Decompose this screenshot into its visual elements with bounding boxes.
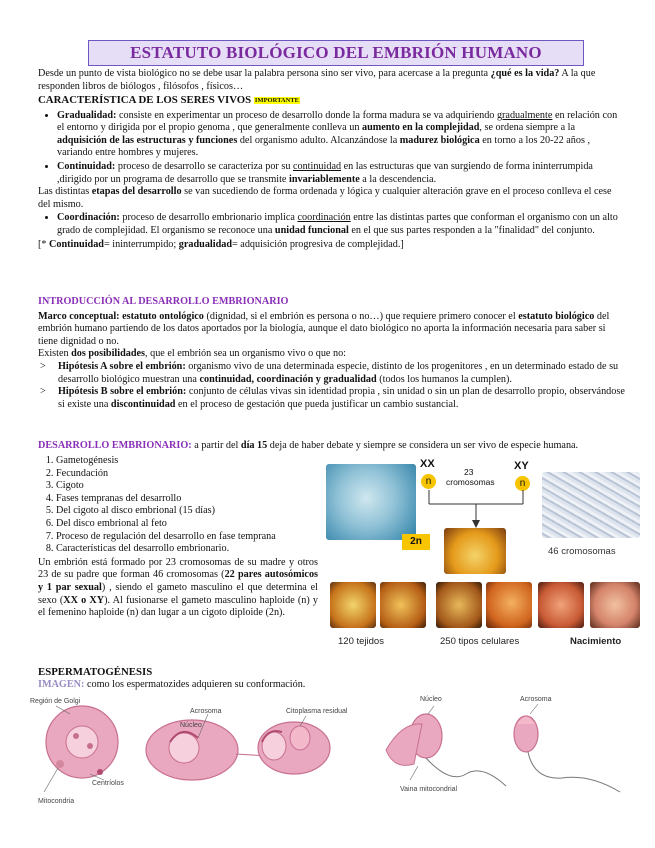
embryo-stage-2 xyxy=(380,582,426,628)
embryo-stage-1 xyxy=(330,582,376,628)
diploid-2n-label: 2n xyxy=(402,534,430,550)
espermatogenesis-heading: ESPERMATOGÉNESIS xyxy=(38,666,153,678)
step-item: 6. Del disco embrional al feto xyxy=(56,518,318,531)
title-box xyxy=(88,40,584,66)
page-title: ESTATUTO BIOLÓGICO DEL EMBRIÓN HUMANO xyxy=(130,42,542,62)
haploid-n-right: n xyxy=(515,476,530,491)
continuidad-item: • Continuidad: proceso de desarrollo se caracteriza por su continuidad en las estructuras que van surgiendo de forma ininterrumpida ,dirigido por un programa de desarrollo que se transmite invariablemente a la descendencia. xyxy=(57,161,626,186)
hipotesis-b-item: > Hipótesis B sobre el embrión: conjunto de células vivas sin identidad propia , sin unidad o sin un plan de desarrollo propio, observándose si existe una discontinuidad en el proceso de gestación que pueda justificar un cambio sustancial. xyxy=(38,386,626,411)
caracteristicas-section xyxy=(38,94,626,251)
cromosomas-label: cromosomas xyxy=(446,477,495,487)
step-item: 4. Fases tempranas del desarrollo xyxy=(56,493,318,506)
mitocondria-label: Mitocondria xyxy=(38,798,75,805)
step-item: 5. Del cigoto al disco embrional (15 días) xyxy=(56,505,318,518)
step-item: 1. Gametogénesis xyxy=(56,455,318,468)
embryo-stage-5 xyxy=(538,582,584,628)
fertilization-image xyxy=(444,528,506,574)
introduccion-section xyxy=(38,296,626,411)
acrosoma-2-label: Acrosoma xyxy=(520,696,552,703)
xx-label: XX xyxy=(420,458,435,470)
existen-paragraph: Existen dos posibilidades, que el embrión sea un organismo vivo o que no: xyxy=(38,348,346,360)
embryo-stage-4 xyxy=(486,582,532,628)
cromosomas-46-label: 46 cromosomas xyxy=(548,546,616,557)
fusion-lines xyxy=(422,490,542,530)
haploid-n-left: n xyxy=(421,474,436,489)
importante-badge: IMPORTANTE xyxy=(254,97,299,104)
count-23-label: 23 xyxy=(464,467,474,477)
desarrollo-heading: DESARROLLO EMBRIONARIO: xyxy=(38,440,192,451)
marco-paragraph: Marco conceptual: estatuto ontológico (dignidad, si el embrión es persona o no…) que requiere primero conocer el estatuto biológico del embrión humano partiendo de los datos aportados por la biología, aunque el dato biológico no aporta la información necesaria para saber si tiene dignidad o no. xyxy=(38,310,610,347)
introduccion-heading: INTRODUCCIÓN AL DESARROLLO EMBRIONARIO xyxy=(38,296,289,307)
golgi-label: Región de Golgi xyxy=(30,698,81,705)
vaina-label: Vaina mitocondrial xyxy=(400,786,458,793)
coordinacion-item: • Coordinación: proceso de desarrollo embrionario implica coordinación entre las distintas partes que conforman el organismo con un alto grado de complejidad. El organismo se reconoce una unidad funcional en el que sus partes responden a la "finalidad" del conjunto. xyxy=(57,212,626,237)
imagen-label: IMAGEN: xyxy=(38,678,85,690)
karyotype-image xyxy=(542,472,640,538)
embryo-stage-3 xyxy=(436,582,482,628)
definitions-note: [* Continuidad= ininterrumpido; gradualidad= adquisición progresiva de complejidad.] xyxy=(38,238,404,250)
intro-paragraph: Desde un punto de vista biológico no se debe usar la palabra persona sino ser vivo, para acercase a la pregunta ¿qué es la vida? A la que responden libros de biólogos , filósofos , físicos… xyxy=(38,68,596,92)
hipotesis-a-item: > Hipótesis A sobre el embrión: organismo vivo de una determinada especie, distinto de los progenitores , en un determinado estado de su desarrollo biológico muestran una continuidad, coordinación y gradualidad (todos los humanos la cumplen). xyxy=(38,361,626,386)
tejidos-label: 120 tejidos xyxy=(338,636,384,647)
citoplasma-label: Citoplasma residual xyxy=(286,708,348,715)
embryo-stage-6 xyxy=(590,582,640,628)
step-item: 2. Fecundación xyxy=(56,468,318,481)
acrosoma-label: Acrosoma xyxy=(190,708,222,715)
nucleo-label: Núcleo xyxy=(180,722,202,729)
nucleo-2-label: Núcleo xyxy=(420,696,442,703)
ovum-image xyxy=(326,464,416,540)
desarrollo-heading-line: DESARROLLO EMBRIONARIO: a partir del día 15 deja de haber debate y siempre se considera un ser vivo de especie humana. xyxy=(38,440,579,451)
caracteristicas-heading: CARACTERÍSTICA DE LOS SERES VIVOS IMPORTANTE xyxy=(38,94,299,106)
step-item: 3. Cigoto xyxy=(56,480,318,493)
desarrollo-steps xyxy=(38,455,318,620)
cromosomas-paragraph: Un embrión está formado por 23 cromosomas de su madre y otros 23 de su padre que forman 46 cromosomas (22 pares autosómicos y 1 par sexual) , siendo el gameto masculino el que determina el sexo (XX o XY). Al fusionarse el gameto masculino haploide (n) y el femenino haploide (n) dan lugar a un cigoto diploide (2n). xyxy=(38,556,319,619)
tipos-celulares-label: 250 tipos celulares xyxy=(440,636,520,647)
step-item: 7. Proceso de regulación del desarrollo en fase temprana xyxy=(56,531,318,544)
gradualidad-item: • Gradualidad: consiste en experimentar un proceso de desarrollo donde la forma madura se va adquiriendo gradualmente en relación con el entorno y dirigida por el propio genoma , que generalmente conlleva un aumento en la complejidad, se ordena siempre a la adquisición de las estructuras y funciones del organismo adulto. Alcanzándose la madurez biológica en torno a los 20-22 años , variando entre hombres y mujeres. xyxy=(57,110,626,160)
xy-label: XY xyxy=(514,460,529,472)
nacimiento-label: Nacimiento xyxy=(570,636,622,647)
centriolos-label: Centríolos xyxy=(92,780,124,787)
etapas-paragraph: Las distintas etapas del desarrollo se van sucediendo de forma ordenada y lógica y cualquier alteración grave en el proceso conlleva el cese del mismo. xyxy=(38,186,612,210)
development-figure xyxy=(322,456,648,654)
step-item: 8. Características del desarrollo embrionario. xyxy=(56,543,318,556)
espermatogenesis-section: ESPERMATOGÉNESIS IMAGEN: como los espermatozides adquieren su conformación. xyxy=(38,666,626,691)
